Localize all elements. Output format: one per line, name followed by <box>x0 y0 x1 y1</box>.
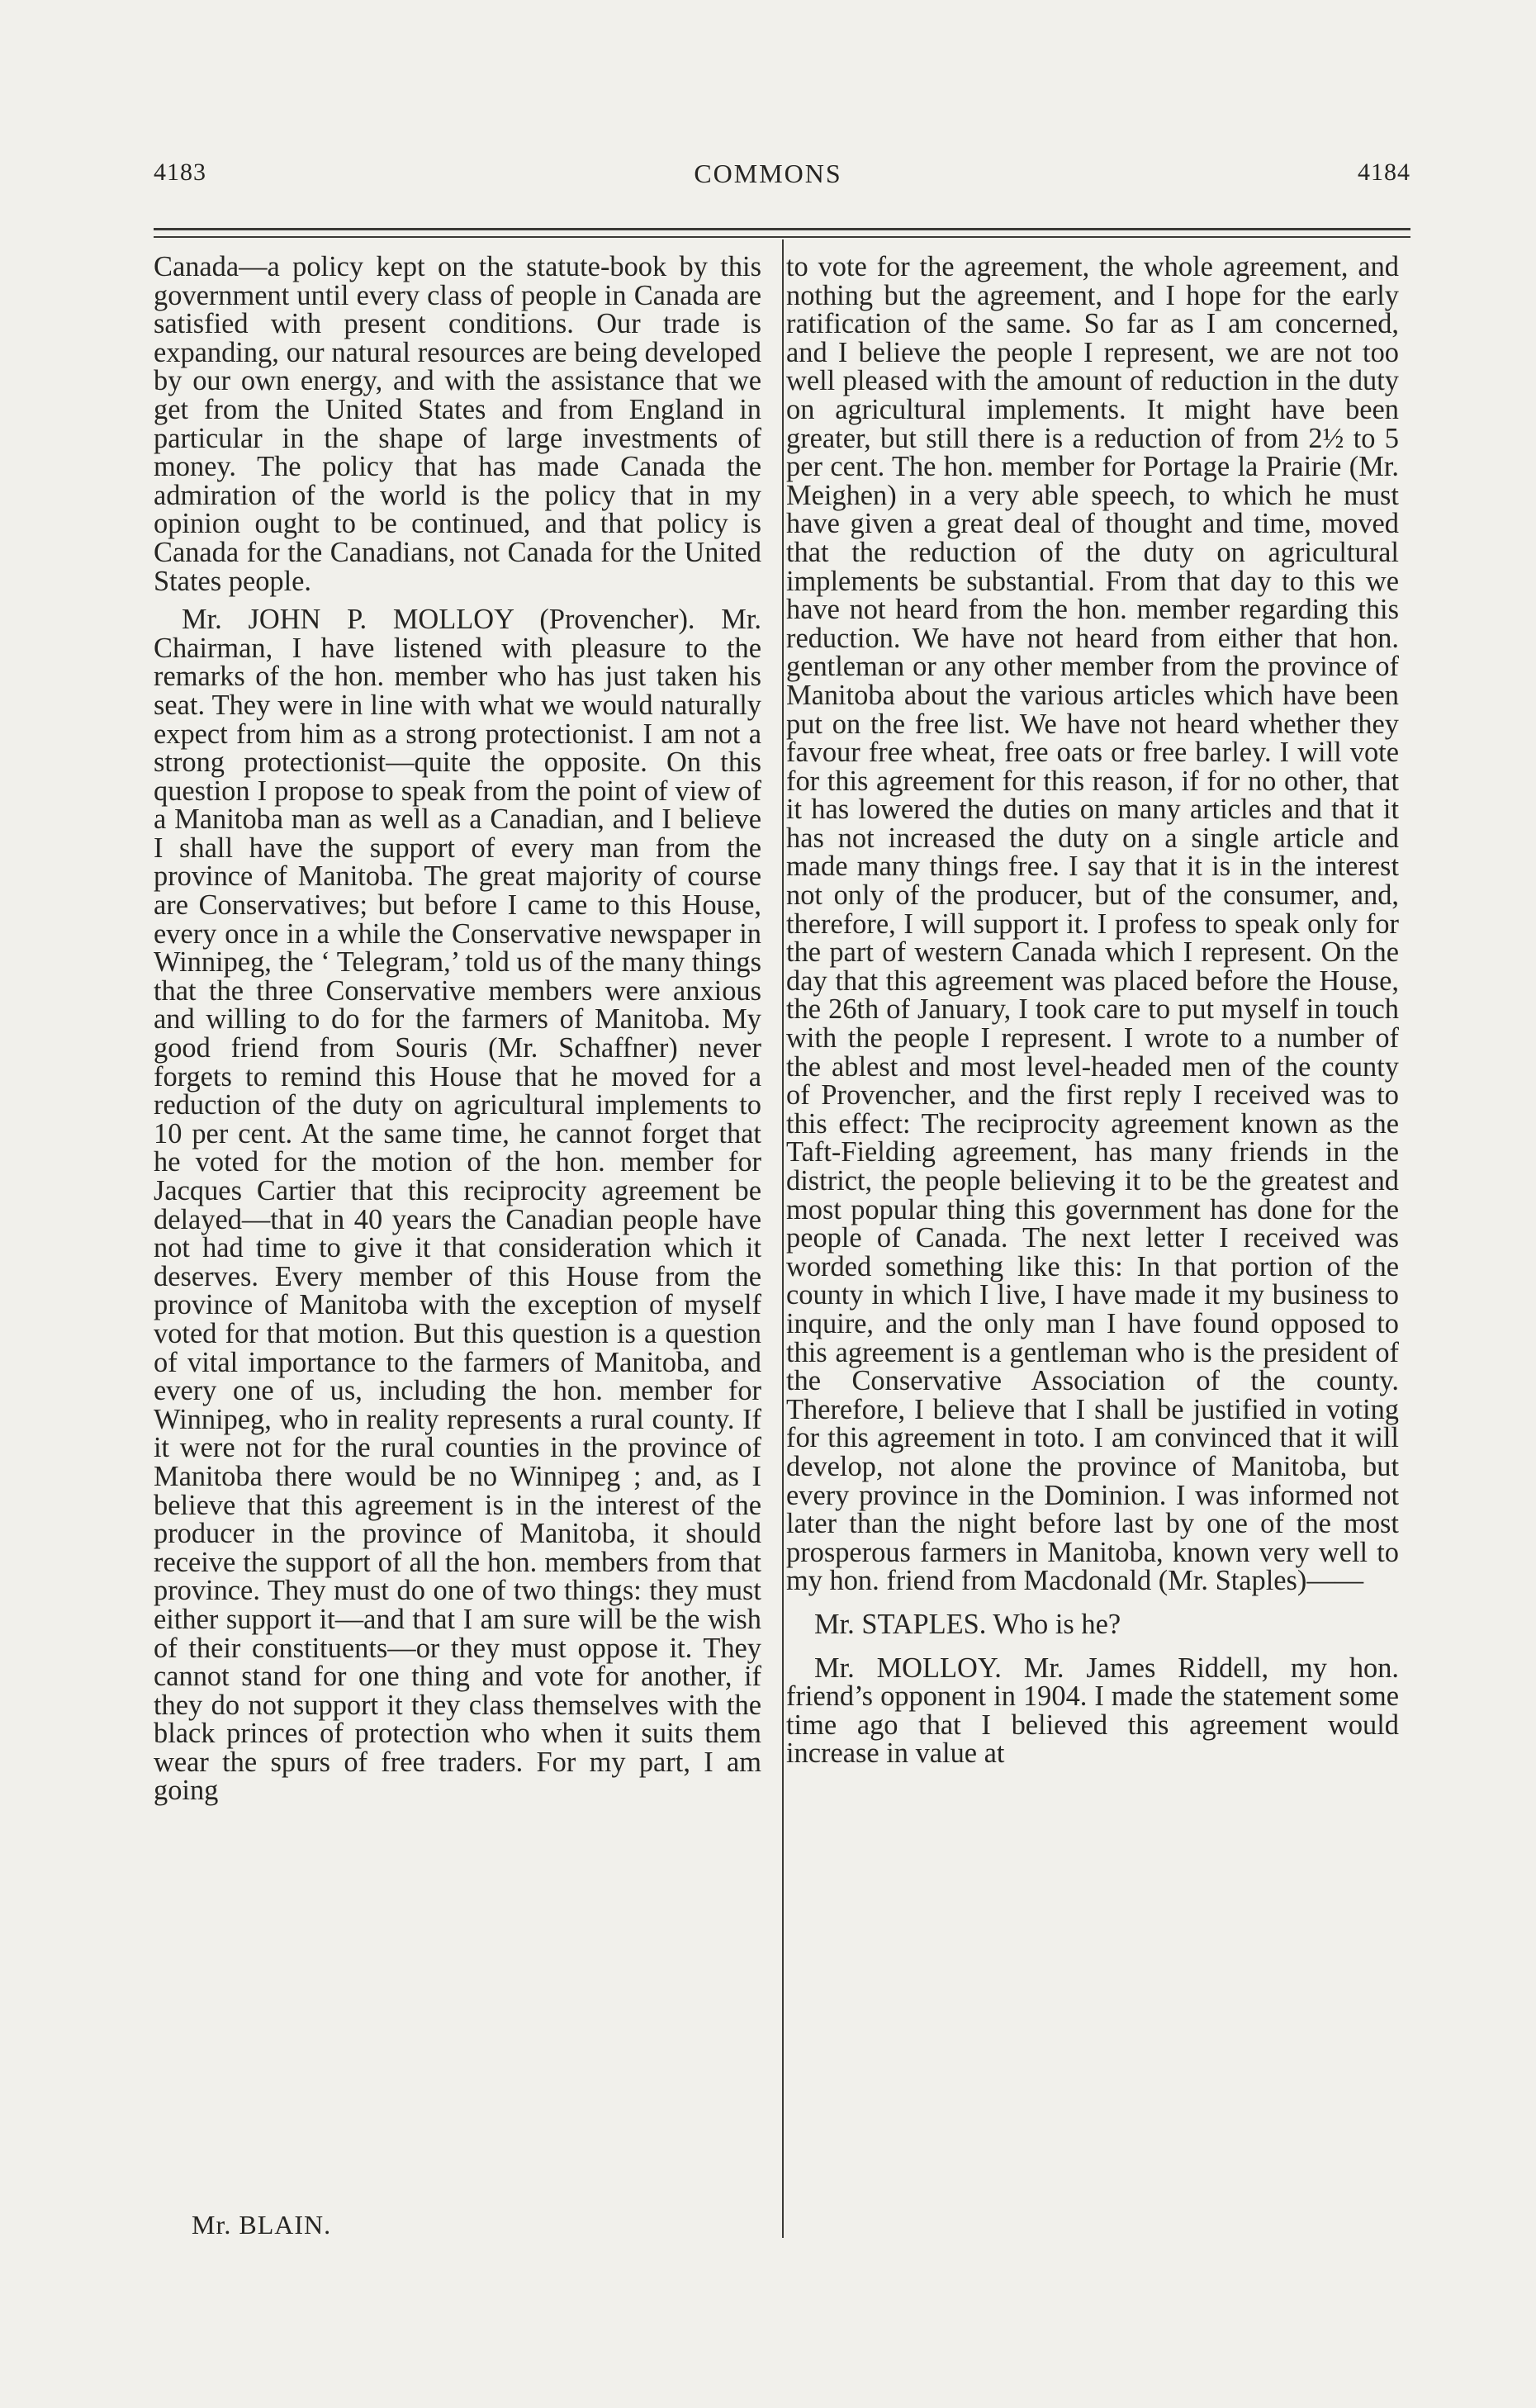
header-rule <box>154 228 1410 230</box>
right-paragraph-3: Mr. MOLLOY. Mr. James Riddell, my hon. friend’s opponent in 1904. I made the statement some time ago that I believed this agreement would increase in value at <box>786 1652 1399 1770</box>
left-paragraph-1: Canada—a policy kept on the statute-book by this government until every class of people in Canada are satisfied with present conditions. Our trade is expanding, our natural resources are being developed by our own energy, and with the assistance that we get from the United States and from England in particular in the shape of large investments of money. The policy that has made Canada the admiration of the world is the policy that in my opinion ought to be continued, and that policy is Canada for the Canadians, not Canada for the United States people. <box>154 251 761 597</box>
left-paragraph-2: Mr. JOHN P. MOLLOY (Provencher). Mr. Chairman, I have listened with pleasure to the remarks of the hon. member who has just taken his seat. They were in line with what we would naturally expect from him as a strong protectionist. I am not a strong protectionist—quite the opposite. On this question I propose to speak from the point of view of a Manitoba man as well as a Canadian, and I believe I shall have the support of every man from the province of Manitoba. The great majority of course are Conservatives; but before I came to this House, every once in a while the Conservative newspaper in Winnipeg, the ‘ Telegram,’ told us of the many things that the three Conservative members were anxious and willing to do for the farmers of Manitoba. My good friend from Souris (Mr. Schaffner) never forgets to remind this House that he moved for a reduction of the duty on agricultural implements to 10 per cent. At the same time, he cannot forget that he voted for the motion of the hon. member for Jacques Cartier that this reciprocity agreement be delayed—that in 40 years the Canadian people have not had time to give it that consideration which it deserves. Every member of this House from the province of Manitoba with the exception of myself voted for that motion. But this question is a question of vital importance to the farmers of Manitoba, and every one of us, including the hon. member for Winnipeg, who in reality represents a rural county. If it were not for the rural counties in the province of Manitoba there would be no Winnipeg ; and, as I believe that this agreement is in the interest of the producer in the province of Manitoba, it should receive the support of all the hon. members from that province. They must do one of two things: they must either support it—and that I am sure will be the wish of their constituents—or they must oppose it. They cannot stand for one thing and vote for another, if they do not support it they class themselves with the black princes of protection who when it suits them wear the spurs of free traders. For my part, I am going <box>154 604 761 1807</box>
column-divider <box>782 239 784 2238</box>
right-paragraph-1: to vote for the agreement, the whole agreement, and nothing but the agreement, and I hope for the early ratification of the same. So far as I am concerned, and I believe the people I represent, we are not too well pleased with the amount of reduction in the duty on agricultural implements. It might have been greater, but still there is a reduction of from 2½ to 5 per cent. The hon. member for Portage la Prairie (Mr. Meighen) in a very able speech, to which he must have given a great deal of thought and time, moved that the reduction of the duty on agricultural implements be substantial. From that day to this we have not heard from the hon. member regarding this reduction. We have not heard from either that hon. gentleman or any other member from the province of Manitoba about the various articles which have been put on the free list. We have not heard whether they favour free wheat, free oats or free barley. I will vote for this agreement for this reason, if for no other, that it has lowered the duties on many articles and that it has not increased the duty on a single article and made many things free. I say that it is in the interest not only of the producer, but of the consumer, and, therefore, I will support it. I profess to speak only for the part of western Canada which I represent. On the day that this agreement was placed before the House, the 26th of January, I took care to put myself in touch with the people I represent. I wrote to a number of the ablest and most level-headed men of the county of Provencher, and the first reply I received was to this effect: The reciprocity agreement known as the Taft-Fielding agreement, has many friends in the district, the people believing it to be the greatest and most popular thing this government has done for the people of Canada. The next letter I received was worded something like this: In that portion of the county in which I live, I have made it my business to inquire, and the only man I have found opposed to this agreement is a gentleman who is the president of the Conservative Association of the county. Therefore, I believe that I shall be justified in voting for this agreement in toto. I am convinced that it will develop, not alone the province of Manitoba, but every province in the Dominion. I was informed not later than the night before last by one of the most prosperous farmers in Manitoba, known very well to my hon. friend from Macdonald (Mr. Staples)—— <box>786 251 1399 1597</box>
page-number-right: 4184 <box>1358 159 1410 186</box>
right-column <box>786 253 1399 1768</box>
right-paragraph-2: Mr. STAPLES. Who is he? <box>814 1608 1121 1640</box>
left-column <box>154 253 761 1805</box>
running-title: COMMONS <box>694 159 842 188</box>
header-rule-thin <box>154 236 1410 238</box>
catchword: Mr. BLAIN. <box>192 2210 332 2240</box>
page-number-left: 4183 <box>154 159 206 186</box>
